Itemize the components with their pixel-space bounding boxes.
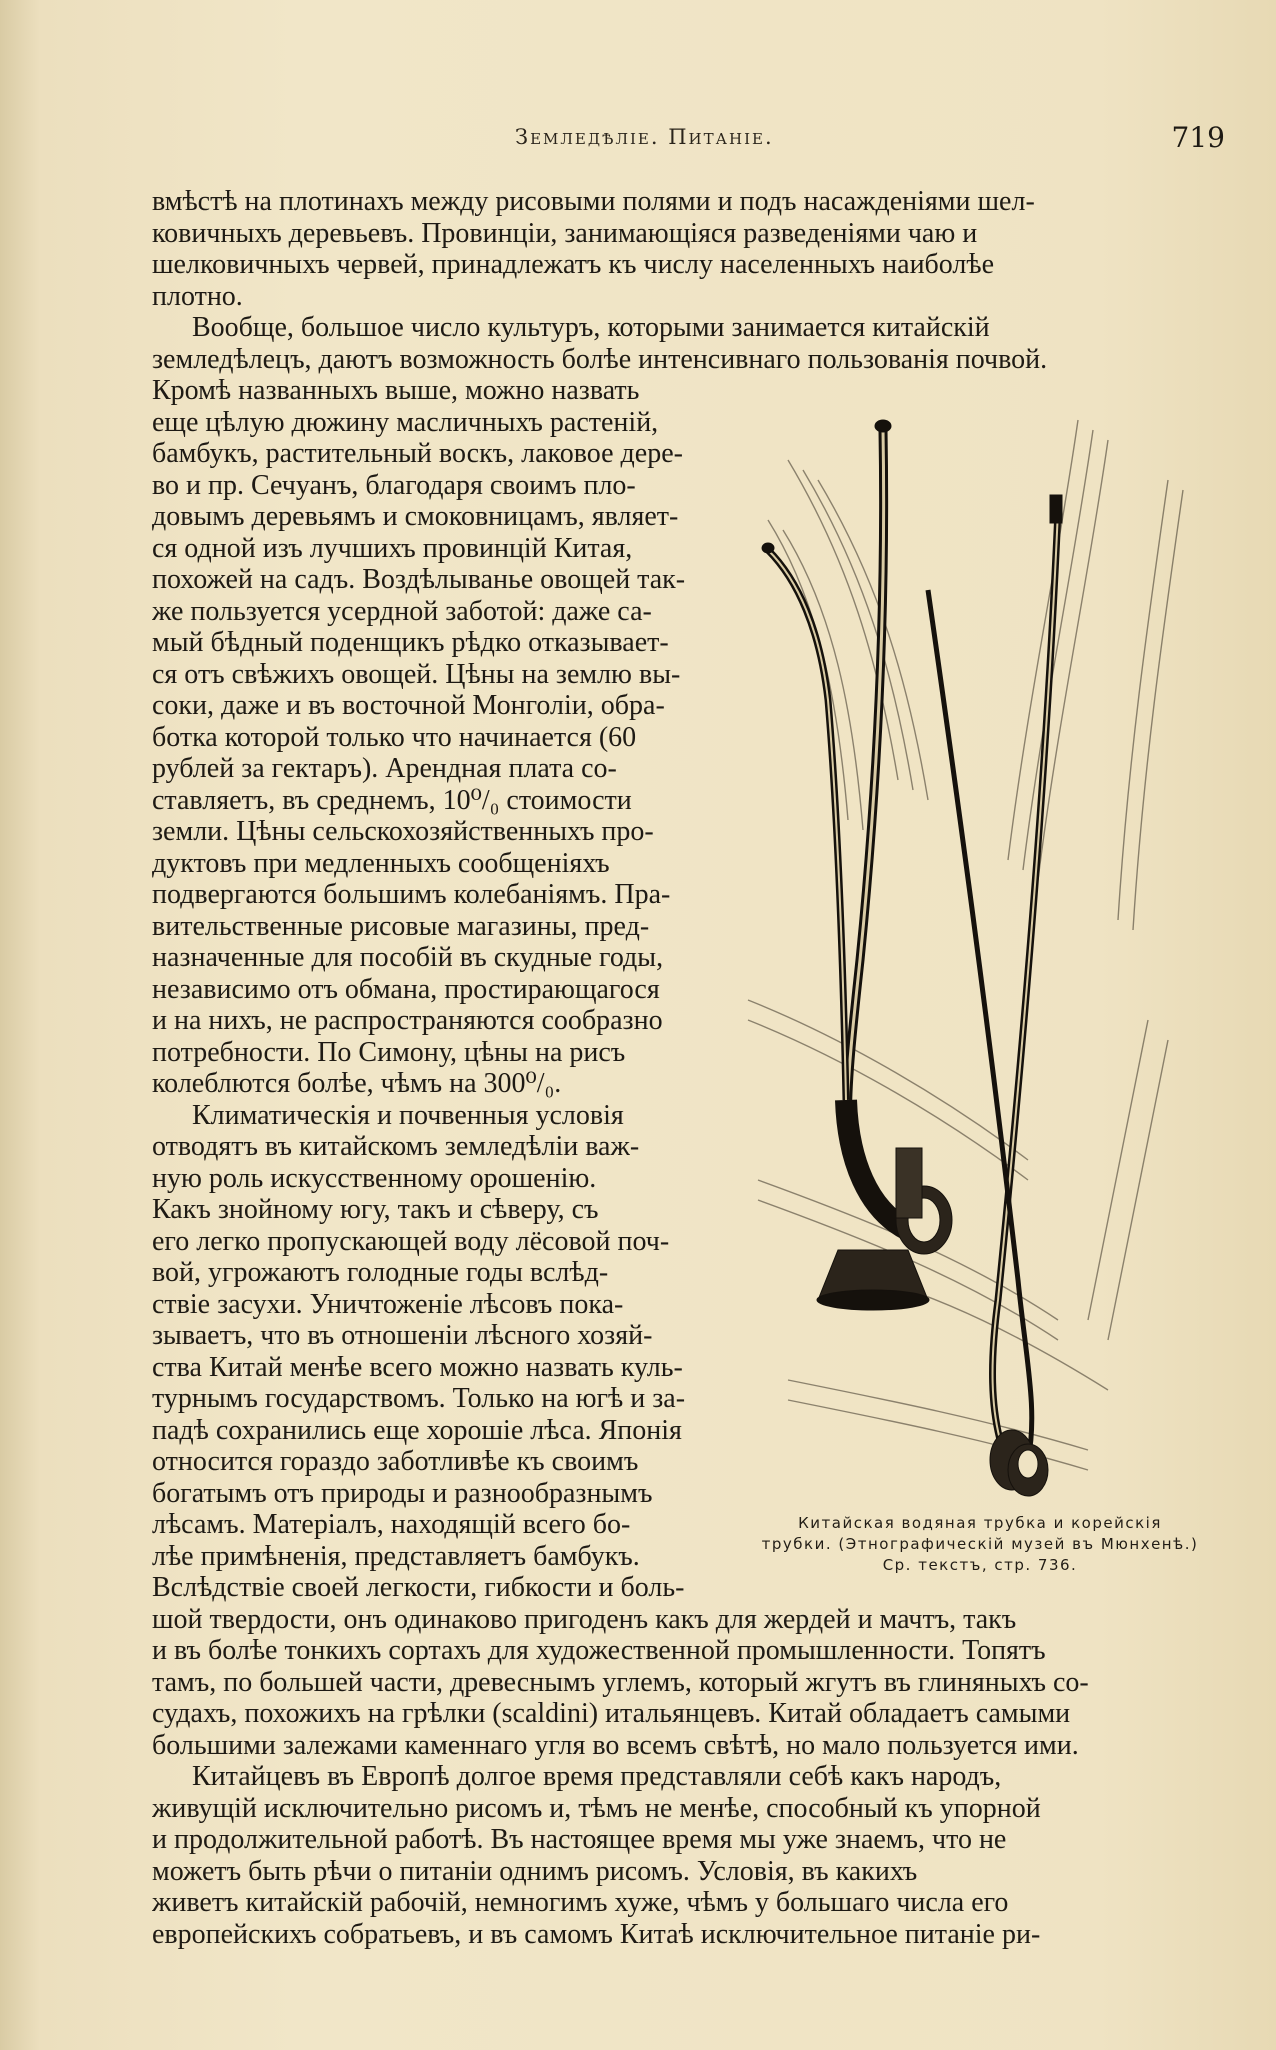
text-line: еще цѣлую дюжину масличныхъ растеній, [152, 406, 659, 438]
text-line: независимо отъ обмана, простирающагося [152, 973, 660, 1005]
text-line: европейскихъ собратьевъ, и въ самомъ Китаѣ исключительное питаніе ри- [152, 1918, 1041, 1950]
text-line: плотно. [152, 280, 243, 312]
text-line: же пользуется усердной заботой: даже са- [152, 595, 652, 627]
text-line: живущій исключительно рисомъ и, тѣмъ не менѣе, способный къ упорной [152, 1792, 1041, 1824]
text-line: Вообще, большое число культуръ, которыми занимается китайскій [192, 312, 990, 343]
caption-line: Китайская водяная трубка и корейскія [798, 1514, 1162, 1532]
text-line: лѣе примѣненія, представляетъ бамбукъ. [152, 1540, 640, 1572]
text-line: рублей за гектаръ). Арендная плата со- [152, 753, 617, 784]
text-line: соки, даже и въ восточной Монголіи, обра- [152, 690, 665, 721]
text-line: можетъ быть рѣчи о питаніи однимъ рисомъ. Условія, въ какихъ [152, 1855, 918, 1887]
text-line: богатымъ отъ природы и разнообразнымъ [152, 1477, 653, 1509]
text-line: во и пр. Сечуанъ, благодаря своимъ пло- [152, 469, 636, 501]
text-line: вительственные рисовые магазины, пред- [152, 910, 650, 942]
text-line: назначенные для пособій въ скудные годы, [152, 942, 664, 973]
text-line: ся отъ свѣжихъ овощей. Цѣны на землю вы- [152, 658, 681, 690]
text-line: отводятъ въ китайскомъ земледѣліи важ- [152, 1131, 640, 1162]
running-head: Земледѣліе. Питаніе. [515, 125, 774, 149]
text-line: мый бѣдный поденщикъ рѣдко отказывает- [152, 627, 669, 658]
hatching-background [748, 420, 1183, 1470]
text-line: и въ болѣе тонкихъ сортахъ для художественной промышленности. Топятъ [152, 1635, 1046, 1666]
text-line: и продолжительной работѣ. Въ настоящее время мы уже знаемъ, что не [152, 1824, 1007, 1855]
text-line: потребности. По Симону, цѣны на рисъ [152, 1036, 626, 1068]
pipe-illustration [728, 400, 1228, 1510]
text-line: большими залежами каменнаго угля во всемъ свѣтѣ, но мало пользуется ими. [152, 1729, 1079, 1761]
text-line: ную роль искусственному орошенію. [152, 1162, 597, 1194]
paragraph-narrow-column [152, 375, 712, 1604]
text-line: турнымъ государствомъ. Только на югѣ и за- [152, 1383, 686, 1414]
text-line: колеблются болѣе, чѣмъ на 300⁰/₀. [152, 1068, 562, 1099]
text-line: вой, угрожаютъ голодные годы вслѣд- [152, 1257, 609, 1288]
figure-caption [730, 1513, 1230, 1576]
caption-line: Ср. текстъ, стр. 736. [882, 1556, 1078, 1574]
text-line: ся одной изъ лучшихъ провинцій Китая, [152, 532, 633, 564]
text-line: земледѣлецъ, даютъ возможность болѣе интенсивнаго пользованія почвой. [152, 343, 1048, 375]
text-line: шой твердости, онъ одинаково пригоденъ какъ для жердей и мачтъ, такъ [152, 1603, 1017, 1635]
text-line: земли. Цѣны сельскохозяйственныхъ про- [152, 816, 654, 847]
text-line: довымъ деревьямъ и смоковницамъ, являет- [152, 501, 679, 532]
text-line: Климатическія и почвенныя условія [192, 1099, 624, 1131]
text-line: вмѣстѣ на плотинахъ между рисовыми полями и подъ насажденіями шел- [152, 186, 1035, 217]
text-line: бамбукъ, растительный воскъ, лаковое дере- [152, 438, 683, 469]
text-line: шелковичныхъ червей, принадлежатъ къ числу населенныхъ наиболѣе [152, 249, 995, 280]
text-line: похожей на садъ. Воздѣлыванье овощей так- [152, 564, 686, 595]
text-line: падѣ сохранились еще хорошіе лѣса. Японія [152, 1414, 682, 1446]
text-line: и на нихъ, не распространяются сообразно [152, 1005, 663, 1036]
text-line: зываетъ, что въ отношеніи лѣсного хозяй- [152, 1320, 653, 1351]
text-line: Вслѣдствіе своей легкости, гибкости и боль- [152, 1572, 685, 1603]
text-line: тамъ, по большей части, древеснымъ углемъ, который жгутъ въ глиняныхъ со- [152, 1666, 1089, 1698]
text-line: подвергаются большимъ колебаніямъ. Пра- [152, 879, 671, 910]
page-header [155, 121, 1225, 165]
text-line: Кромѣ названныхъ выше, можно назвать [152, 375, 640, 406]
page-number: 719 [1171, 121, 1225, 154]
text-line: дуктовъ при медленныхъ сообщеніяхъ [152, 847, 610, 879]
caption-line: трубки. (Этнографическій музей въ Мюнхенѣ.) [761, 1535, 1199, 1553]
paragraph-bottom [152, 1604, 1222, 1951]
text-line: Какъ знойному югу, такъ и сѣверу, съ [152, 1194, 599, 1225]
text-line: его легко пропускающей воду лёсовой поч- [152, 1225, 670, 1257]
paragraph-top [152, 186, 1222, 375]
text-line: ботка которой только что начинается (60 [152, 721, 637, 753]
text-line: ставляетъ, въ среднемъ, 10⁰/₀ стоимости [152, 784, 632, 816]
text-line: относится гораздо заботливѣе къ своимъ [152, 1446, 639, 1477]
text-line: Китайцевъ въ Европѣ долгое время представляли себѣ какъ народъ, [192, 1761, 1002, 1792]
text-line: ковичныхъ деревьевъ. Провинціи, занимающіяся разведеніями чаю и [152, 217, 978, 249]
text-line: ствіе засухи. Уничтоженіе лѣсовъ пока- [152, 1288, 624, 1320]
text-line: лѣсамъ. Матеріалъ, находящій всего бо- [152, 1509, 631, 1540]
text-line: ства Китай менѣе всего можно назвать куль- [152, 1351, 683, 1383]
text-line: судахъ, похожихъ на грѣлки (scaldini) итальянцевъ. Китай обладаетъ самыми [152, 1698, 1071, 1729]
korean-pipes [928, 495, 1062, 1496]
text-line: живетъ китайскій рабочій, немногимъ хуже, чѣмъ у большаго числа его [152, 1887, 1009, 1918]
